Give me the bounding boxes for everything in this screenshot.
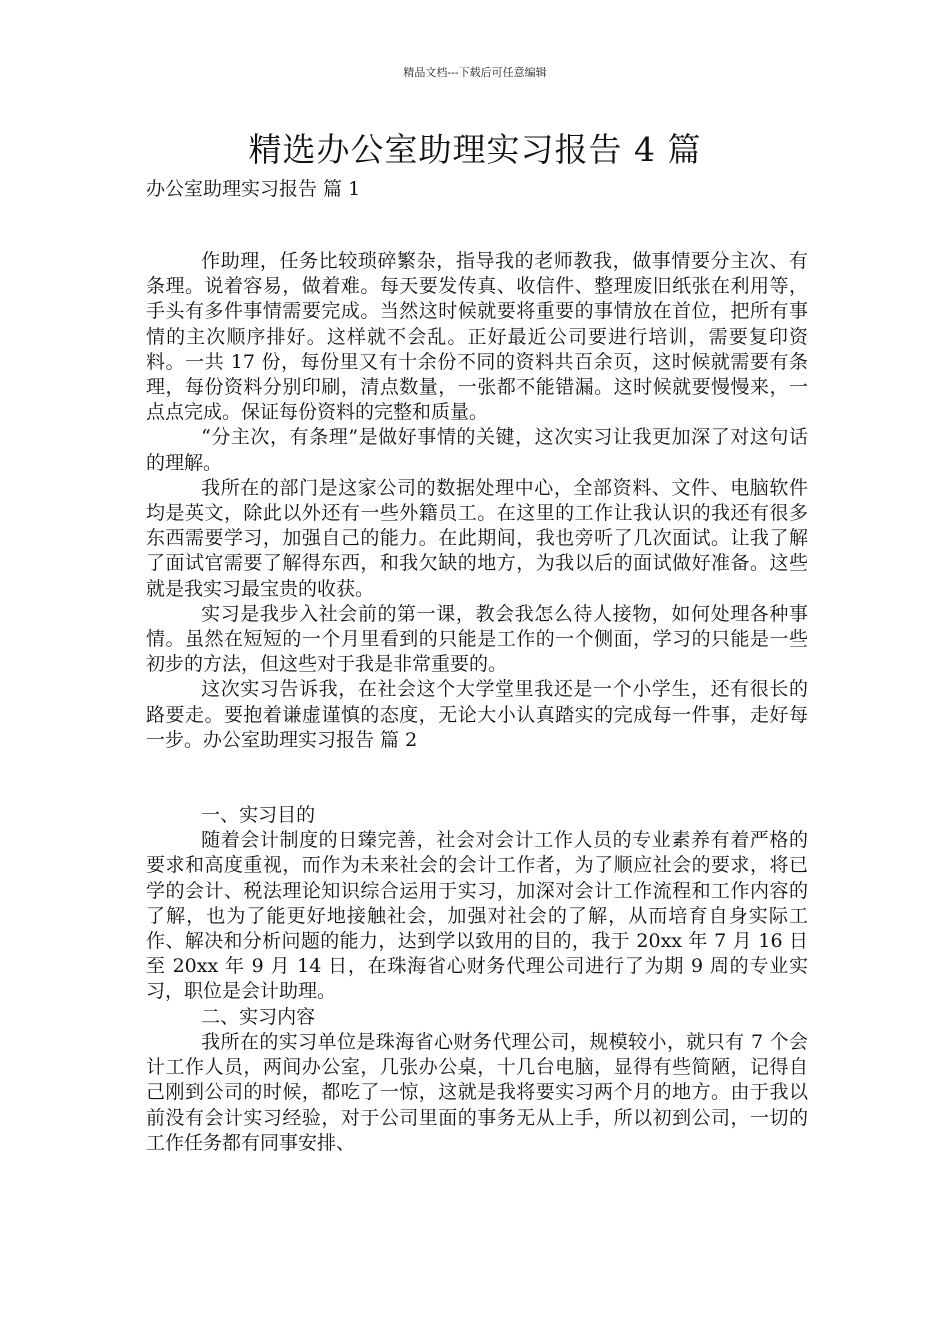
report2-section1-paragraph: 随着会计制度的日臻完善，社会对会计工作人员的专业素养有着严格的要求和高度重视，而作为未来社会的会计工作者，为了顺应社会的要求，将已学的会计、税法理论知识综合运用于实习，加深对会计工作流程和工作内容的了解，也为了能更好地接触社会，加强对社会的了解，从而培育自身实际工作、解决和分析问题的能力，达到学以致用的目的，我于 20xx 年 7 月 16 日至 20xx 年 9 月 14 日，在珠海省心财务代理公司进行了为期 9 周的专业实习，职位是会计助理。 — [146, 829, 808, 1003]
report1-paragraph-4: 实习是我步入社会前的第一课，教会我怎么待人接物，如何处理各种事情。虽然在短短的一个月里看到的只能是工作的一个侧面，学习的只能是一些初步的方法，但这些对于我是非常重要的。 — [146, 602, 808, 676]
report2-section2-heading: 二、实习内容 — [201, 1005, 316, 1028]
document-body — [146, 249, 808, 1156]
report1-paragraph-5 — [146, 677, 808, 753]
report1-heading: 办公室助理实习报告 篇 1 — [146, 178, 361, 200]
report2-section2-paragraph: 我所在的实习单位是珠海省心财务代理公司，规模较小，就只有 7 个会计工作人员，两间办公室，几张办公桌，十几台电脑，显得有些简陋，记得自己刚到公司的时候，都吃了一惊，这就是我将要实习两个月的地方。由于我以前没有会计实习经验，对于公司里面的事务无从上手，所以初到公司，一切的工作任务都有同事安排、 — [146, 1030, 808, 1154]
report1-paragraph-5-text: 这次实习告诉我，在社会这个大学堂里我还是一个小学生，还有很长的路要走。要抱着谦虚谨慎的态度，无论大小认真踏实的完成每一件事，走好每一步。 — [146, 678, 808, 751]
report1-paragraph-2: “分主次，有条理”是做好事情的关键，这次实习让我更加深了对这句话的理解。 — [146, 426, 808, 474]
report1-paragraph-3: 我所在的部门是这家公司的数据处理中心，全部资料、文件、电脑软件均是英文，除此以外还有一些外籍员工。在这里的工作让我认识的我还有很多东西需要学习，加强自己的能力。在此期间，我也旁听了几次面试。让我了解了面试官需要了解得东西，和我欠缺的地方，为我以后的面试做好准备。这些就是我实习最宝贵的收获。 — [146, 476, 808, 600]
report2-section1-heading: 一、实习目的 — [201, 804, 316, 827]
section-spacer — [146, 753, 808, 803]
document-title: 精选办公室助理实习报告 4 篇 — [248, 130, 702, 169]
report2-heading: 办公室助理实习报告 篇 2 — [203, 728, 418, 751]
report1-paragraph-1: 作助理，任务比较琐碎繁杂，指导我的老师教我，做事情要分主次、有条理。说着容易，做着难。每天要发传真、收信件、整理废旧纸张在利用等，手头有多件事情需要完成。当然这时候就要将重要的事情放在首位，把所有事情的主次顺序排好。这样就不会乱。正好最近公司要进行培训，需要复印资料。一共 17 份，每份里又有十余份不同的资料共百余页，这时候就需要有条理，每份资料分别印刷，清点数量，一张都不能错漏。这时候就要慢慢来，一点点完成。保证每份资料的完整和质量。 — [146, 250, 808, 424]
page-header-note: 精品文档---下载后可任意编辑 — [403, 66, 547, 79]
